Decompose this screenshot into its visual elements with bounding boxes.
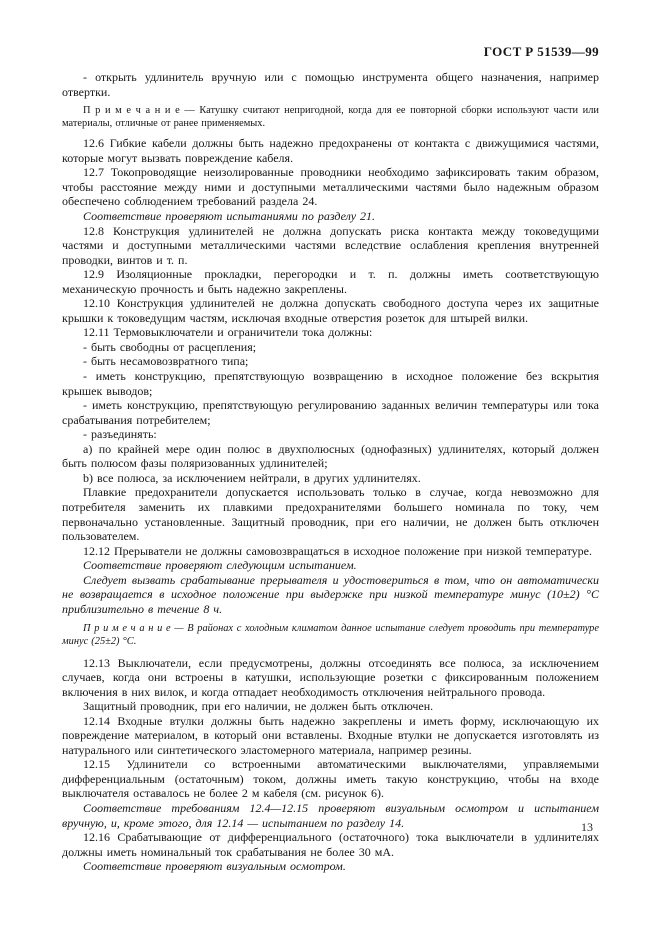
paragraph: Соответствие требованиям 12.4—12.15 проверяют визуальным осмотром и испытанием вручную, и, кроме этого, для 12.14 — испытанием по разделу 14. xyxy=(62,800,599,830)
paragraph: 12.7 Токопроводящие неизолированные проводники необходимо зафиксировать таким образом, чтобы расстояние между ними и доступными металлическими частями было надежным образом обеспечено соблюдением требований раздела 24. xyxy=(62,165,599,209)
paragraph: 12.11 Термовыключатели и ограничители тока должны: xyxy=(83,325,373,340)
paragraph: 12.16 Срабатывающие от дифференциального (остаточного) тока выключатели в удлинителях должны иметь номинальный ток срабатывания не более 30 мА. xyxy=(62,830,599,859)
paragraph: 12.12 Прерыватели не должны самовозвращаться в исходное положение при низкой температуре. xyxy=(83,543,592,558)
paragraph: П р и м е ч а н и е — В районах с холодным климатом данное испытание следует проводить при температуре минус (25±2) °С. xyxy=(62,623,599,647)
paragraph: Соответствие проверяют визуальным осмотром. xyxy=(83,859,346,874)
paragraph: - иметь конструкцию, препятствующую регулированию заданных величин температуры или тока срабатывания потребителем; xyxy=(62,398,599,427)
standard-number: ГОСТ Р 51539—99 xyxy=(483,44,599,59)
paragraph: 12.9 Изоляционные прокладки, перегородки и т. п. должны иметь соответствующую механическую прочность и быть надежно закреплены. xyxy=(62,267,599,296)
paragraph: П р и м е ч а н и е — Катушку считают непригодной, когда для ее повторной сборки используют части или материалы, отличные от ранее применяемых. xyxy=(62,105,599,129)
paragraph: Защитный проводник, при его наличии, не должен быть отключен. xyxy=(83,699,434,714)
paragraph: - иметь конструкцию, препятствующую возвращению в исходное положение без вскрытия крышек выводов; xyxy=(62,369,599,398)
paragraph: Следует вызвать срабатывание прерывателя и удостовериться в том, что он автоматически не возвращается в исходное положение при выдержке при низкой температуре минус (10±2) °С приблизительно в течение 8 ч. xyxy=(62,572,599,616)
paragraph: Соответствие проверяют следующим испытанием. xyxy=(83,558,357,573)
paragraph: 12.15 Удлинители со встроенными автоматическими выключателями, управляемыми дифференциальным (остаточным) током, должны иметь такую конструкцию, чтобы на входе выключателя оставалось не более 2 м кабеля (см. рисунок 6). xyxy=(62,757,599,801)
paragraph: b) все полюса, за исключением нейтрали, в других удлинителях. xyxy=(83,470,421,485)
paragraph: - открыть удлинитель вручную или с помощью инструмента общего назначения, например отвертки. xyxy=(62,70,599,99)
paragraph: 12.13 Выключатели, если предусмотрены, должны отсоединять все полюса, за исключением случаев, когда они встроены в катушки, использующие розетки с фиксированным положением включения в них вилок, и когда отпадает необходимость отключения нейтрального провода. xyxy=(62,655,599,699)
paragraph: а) по крайней мере один полюс в двухполюсных (однофазных) удлинителях, который должен быть полюсом фазы поляризованных удлинителей; xyxy=(62,441,599,471)
document-body xyxy=(62,70,599,874)
paragraph: 12.14 Входные втулки должны быть надежно закреплены и иметь форму, исключающую их повреждение материалом, в который они вставлены. Входные втулки не допускается изготовлять из натурального или синтетического эластомерного материала, например резины. xyxy=(62,713,599,757)
paragraph: - разъединять: xyxy=(83,427,157,442)
paragraph: 12.8 Конструкция удлинителей не должна допускать риска контакта между токоведущими частями и доступными металлическими частями вследствие ослабления крепления внутренней проводки, винтов и т. п. xyxy=(62,223,599,267)
paragraph: 12.6 Гибкие кабели должны быть надежно предохранены от контакта с движущимися частями, которые могут вызвать повреждение кабеля. xyxy=(62,136,599,165)
paragraph: - быть свободны от расцепления; xyxy=(83,339,257,354)
paragraph: 12.10 Конструкция удлинителей не должна допускать свободного доступа через их защитные крышки к токоведущим частям, исключая входные отверстия розеток для штырей вилки. xyxy=(62,296,599,325)
paragraph: Соответствие проверяют испытаниями по разделу 21. xyxy=(83,209,376,224)
paragraph: - быть несамовозвратного типа; xyxy=(83,354,249,369)
page-number: 13 xyxy=(581,820,593,834)
paragraph: Плавкие предохранители допускается использовать только в случае, когда невозможно для потребителя заменить их плавкими предохранителями большего номинала по току, чем первоначально установленные. Защитный проводник, при его наличии, не должен быть отключен пользователем. xyxy=(62,485,599,544)
